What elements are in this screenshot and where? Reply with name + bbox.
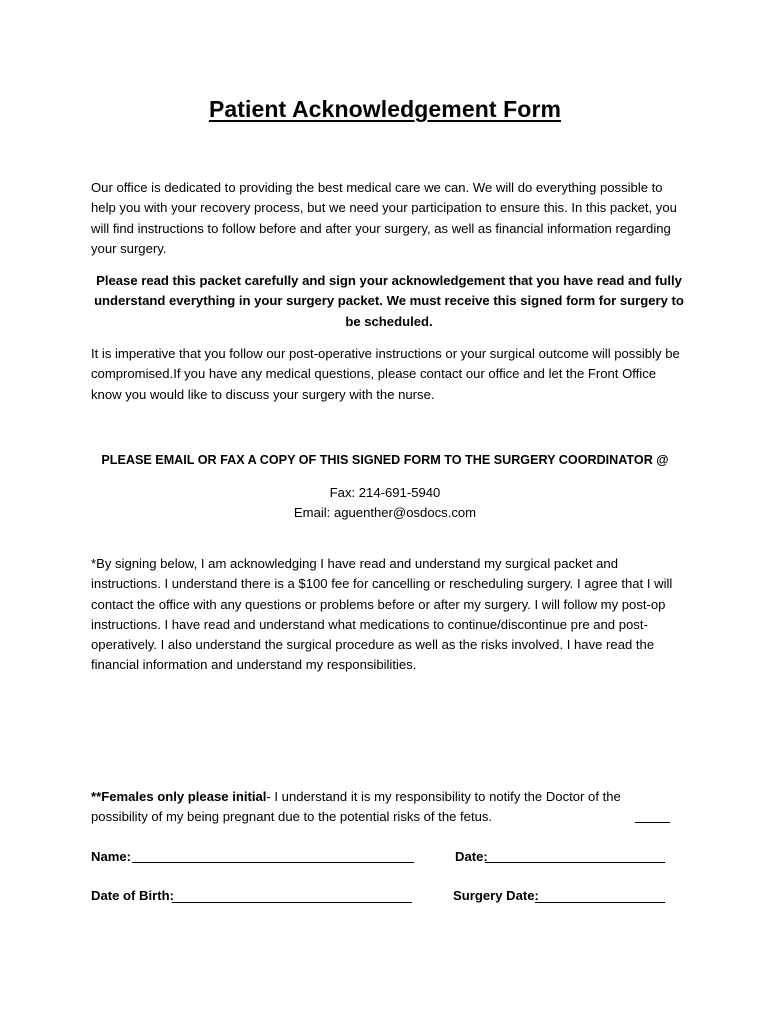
date-label: Date: [455,849,488,864]
contact-block [0,483,770,524]
date-of-birth-field[interactable] [172,902,412,903]
acknowledgement-paragraph: *By signing below, I am acknowledging I have read and understand my surgical packet and instructions. I understand there is a $100 fee for cancelling or rescheduling surgery. I agree that I will contact the office with any questions or problems before or after my surgery. I will follow my post-op instructions. I have read and understand what medications to continue/discontinue pre and post-operatively. I also understand the surgical procedure as well as the risks involved. I have read the financial information and understand my responsibilities. [91,556,673,673]
females-initial-label: **Females only please initial [91,789,267,804]
imperative-paragraph: It is imperative that you follow our post-operative instructions or your surgical outcome will possibly be compromised.If you have any medical questions, please contact our office and let the Front Office know you would like to discuss your surgery with the nurse. [91,346,680,402]
intro-paragraph: Our office is dedicated to providing the best medical care we can. We will do everything possible to help you with your recovery process, but we need your participation to ensure this. In this packet, you will find instructions to follow before and after your surgery, as well as financial information regarding your surgery. [91,180,677,256]
page-title: Patient Acknowledgement Form [208,96,562,122]
females-initial-text: - I understand it is my responsibility to notify the Doctor of the possibility of my being pregnant due to the potential risks of the fetus. [91,789,621,825]
notice-paragraph: Please read this packet carefully and sign your acknowledgement that you have read and fully understand everything in your surgery packet. We must receive this signed form for surgery to be scheduled. [94,273,684,329]
name-label: Name: [91,849,132,864]
fax-number: Fax: 214-691-5940 [329,485,441,500]
date-of-birth-label: Date of Birth: [91,888,174,903]
surgery-date-field[interactable] [535,902,665,903]
email-fax-heading: PLEASE EMAIL OR FAX A COPY OF THIS SIGNED FORM TO THE SURGERY COORDINATOR @ [101,453,669,467]
females-initial-paragraph [91,787,631,828]
surgery-date-label: Surgery Date: [453,888,539,903]
email-address: Email: aguenther@osdocs.com [293,505,477,521]
date-field[interactable] [485,862,665,863]
initial-field[interactable] [635,822,670,823]
name-field[interactable] [132,862,414,863]
